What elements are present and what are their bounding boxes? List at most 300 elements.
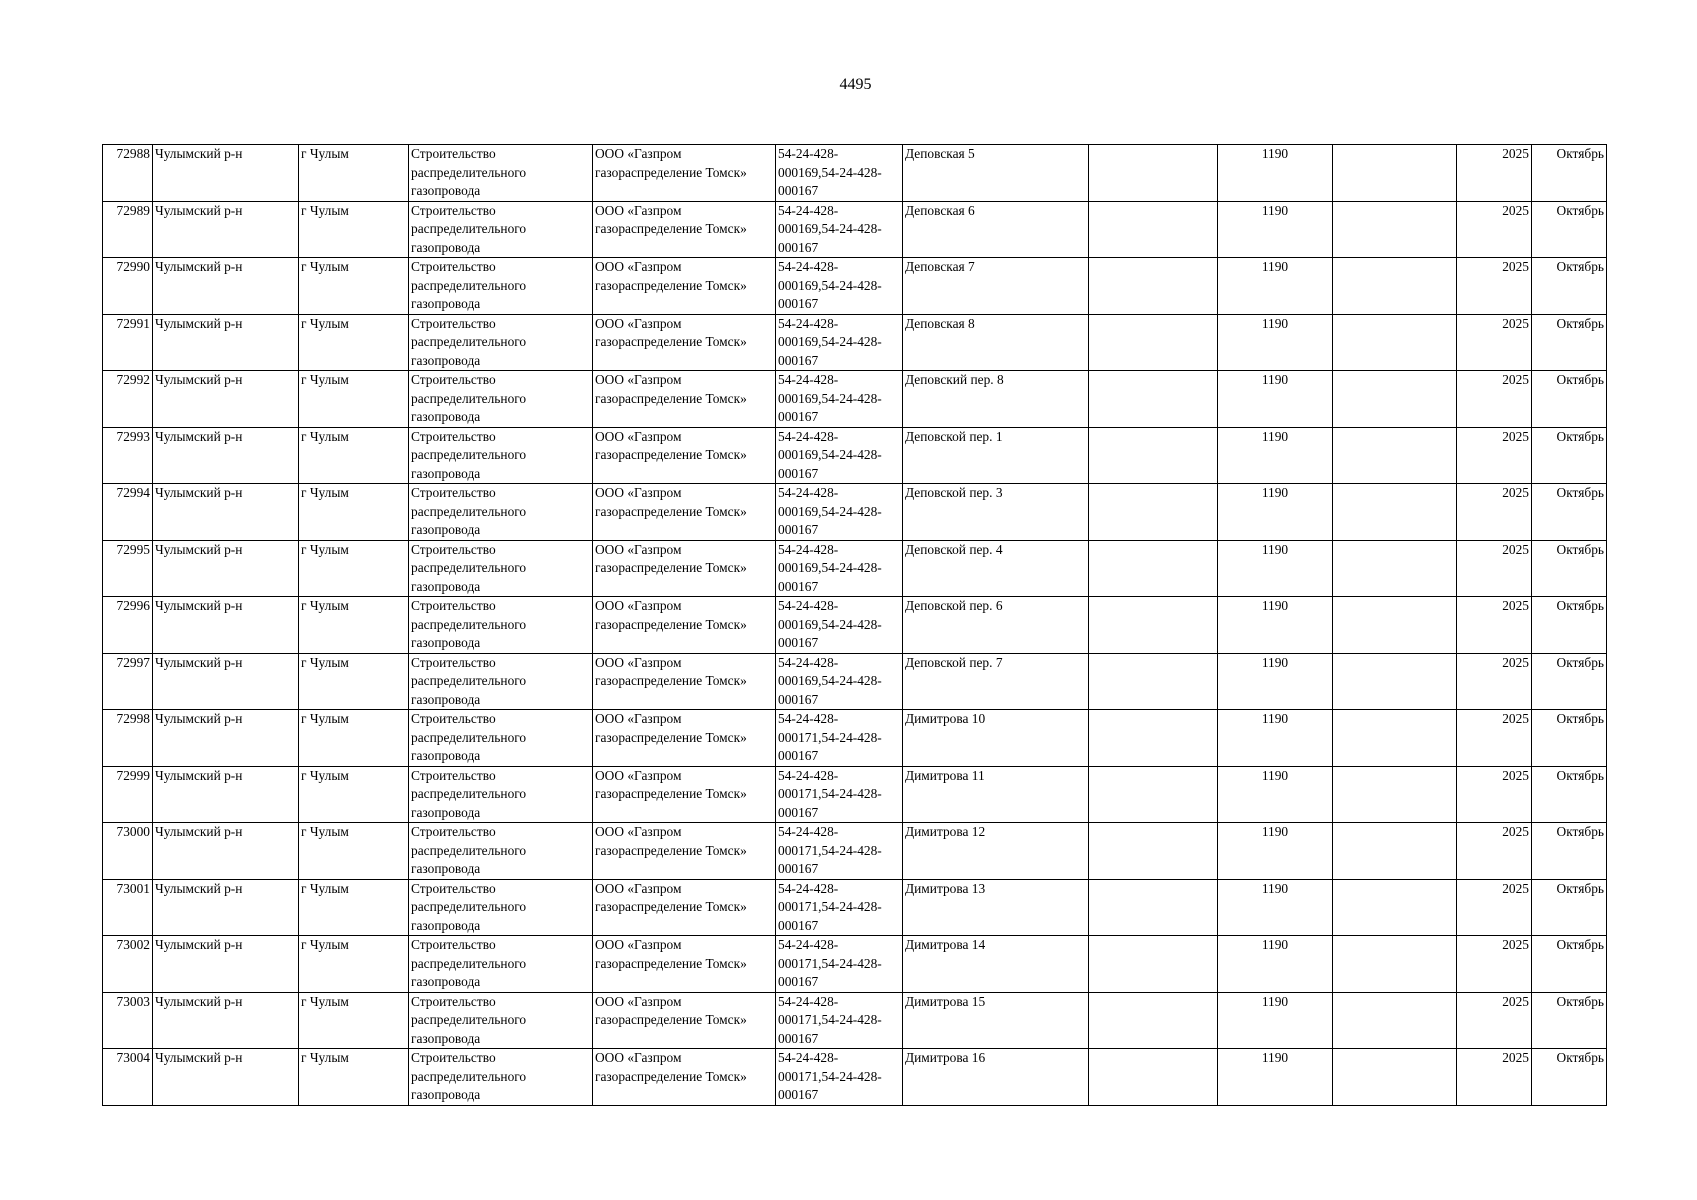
settlement-cell: г Чулым [299, 145, 409, 202]
empty-cell [1089, 540, 1218, 597]
table-row [103, 314, 1607, 371]
work-type-cell [409, 427, 593, 484]
address-cell: Деповская 8 [903, 314, 1089, 371]
row-number-cell: 72998 [103, 710, 153, 767]
work-type-line: распределительного [411, 786, 527, 801]
settlement-cell: г Чулым [299, 597, 409, 654]
cadastral-number-cell [776, 484, 903, 541]
length-cell: 1190 [1218, 201, 1333, 258]
year-cell: 2025 [1457, 936, 1532, 993]
length-cell: 1190 [1218, 371, 1333, 428]
row-number-cell: 72997 [103, 653, 153, 710]
year-cell: 2025 [1457, 1049, 1532, 1106]
address-cell: Димитрова 13 [903, 879, 1089, 936]
organization-cell [593, 427, 776, 484]
work-type-line: газопровода [411, 409, 481, 424]
cadastral-number-line: 000171,54-24-428- [778, 1068, 882, 1084]
organization-cell [593, 145, 776, 202]
address-cell: Деповская 6 [903, 201, 1089, 258]
year-cell: 2025 [1457, 823, 1532, 880]
month-cell: Октябрь [1532, 766, 1607, 823]
year-cell: 2025 [1457, 258, 1532, 315]
cadastral-number-line: 000169,54-24-428- [778, 164, 882, 180]
cadastral-number-line: 000171,54-24-428- [778, 842, 882, 858]
length-cell: 1190 [1218, 1049, 1333, 1106]
settlement-cell: г Чулым [299, 766, 409, 823]
work-type-line: распределительного [411, 673, 527, 688]
cadastral-number-line: 000167 [778, 296, 819, 311]
address-cell: Деповской пер. 6 [903, 597, 1089, 654]
organization-line: газораспределение Томск» [595, 1012, 747, 1027]
address-cell: Деповская 7 [903, 258, 1089, 315]
work-type-line: газопровода [411, 352, 481, 368]
empty-cell [1333, 484, 1457, 541]
row-number-cell: 72994 [103, 484, 153, 541]
table-row [103, 597, 1607, 654]
empty-cell [1333, 201, 1457, 258]
address-cell: Деповский пер. 8 [903, 371, 1089, 428]
settlement-cell: г Чулым [299, 314, 409, 371]
organization-line: газораспределение Томск» [595, 447, 747, 462]
empty-cell [1089, 597, 1218, 654]
cadastral-number-line: 000169,54-24-428- [778, 503, 882, 519]
organization-line: газораспределение Томск» [595, 560, 747, 575]
cadastral-number-cell [776, 936, 903, 993]
organization-cell [593, 823, 776, 880]
cadastral-number-line: 54-24-428- [778, 541, 839, 557]
length-cell: 1190 [1218, 653, 1333, 710]
organization-line: ООО «Газпром [595, 428, 682, 444]
address-cell: Димитрова 10 [903, 710, 1089, 767]
organization-cell [593, 258, 776, 315]
cadastral-number-line: 54-24-428- [778, 767, 839, 783]
work-type-line: газопровода [411, 296, 481, 311]
cadastral-number-line: 000171,54-24-428- [778, 1012, 882, 1027]
settlement-cell: г Чулым [299, 992, 409, 1049]
organization-cell [593, 653, 776, 710]
address-cell: Димитрова 14 [903, 936, 1089, 993]
district-cell: Чулымский р-н [153, 258, 299, 315]
empty-cell [1333, 540, 1457, 597]
cadastral-number-line: 000171,54-24-428- [778, 899, 882, 914]
length-cell: 1190 [1218, 710, 1333, 767]
organization-cell [593, 936, 776, 993]
district-cell: Чулымский р-н [153, 653, 299, 710]
empty-cell [1089, 710, 1218, 767]
length-cell: 1190 [1218, 145, 1333, 202]
organization-line: ООО «Газпром [595, 880, 682, 896]
month-cell: Октябрь [1532, 427, 1607, 484]
work-type-line: газопровода [411, 748, 481, 763]
organization-line: газораспределение Томск» [595, 729, 747, 745]
district-cell: Чулымский р-н [153, 992, 299, 1049]
organization-line: ООО «Газпром [595, 654, 682, 670]
cadastral-number-cell [776, 145, 903, 202]
cadastral-number-line: 54-24-428- [778, 146, 839, 161]
table-row [103, 258, 1607, 315]
month-cell: Октябрь [1532, 653, 1607, 710]
empty-cell [1333, 427, 1457, 484]
work-type-line: распределительного [411, 842, 527, 858]
empty-cell [1333, 145, 1457, 202]
month-cell: Октябрь [1532, 314, 1607, 371]
work-type-line: Строительство [411, 711, 496, 726]
work-type-line: Строительство [411, 767, 496, 783]
work-type-cell [409, 766, 593, 823]
year-cell: 2025 [1457, 427, 1532, 484]
address-cell: Деповской пер. 7 [903, 653, 1089, 710]
empty-cell [1089, 766, 1218, 823]
cadastral-number-line: 000169,54-24-428- [778, 560, 882, 575]
table-row [103, 145, 1607, 202]
organization-line: ООО «Газпром [595, 202, 682, 218]
empty-cell [1089, 258, 1218, 315]
cadastral-number-line: 000169,54-24-428- [778, 616, 882, 632]
organization-line: газораспределение Томск» [595, 786, 747, 801]
length-cell: 1190 [1218, 314, 1333, 371]
organization-line: газораспределение Томск» [595, 955, 747, 971]
work-type-line: распределительного [411, 277, 527, 293]
year-cell: 2025 [1457, 710, 1532, 767]
work-type-line: Строительство [411, 937, 496, 952]
cadastral-number-line: 000171,54-24-428- [778, 786, 882, 801]
empty-cell [1089, 427, 1218, 484]
work-type-line: распределительного [411, 729, 527, 745]
cadastral-number-cell [776, 1049, 903, 1106]
empty-cell [1089, 653, 1218, 710]
length-cell: 1190 [1218, 936, 1333, 993]
year-cell: 2025 [1457, 766, 1532, 823]
work-type-line: газопровода [411, 1030, 481, 1046]
organization-cell [593, 992, 776, 1049]
district-cell: Чулымский р-н [153, 823, 299, 880]
empty-cell [1333, 823, 1457, 880]
length-cell: 1190 [1218, 879, 1333, 936]
cadastral-number-cell [776, 653, 903, 710]
empty-cell [1333, 992, 1457, 1049]
work-type-cell [409, 653, 593, 710]
cadastral-number-line: 000167 [778, 409, 819, 424]
district-cell: Чулымский р-н [153, 879, 299, 936]
table-row [103, 540, 1607, 597]
table-row [103, 653, 1607, 710]
year-cell: 2025 [1457, 484, 1532, 541]
cadastral-number-cell [776, 766, 903, 823]
work-type-line: Строительство [411, 372, 496, 387]
cadastral-number-line: 000167 [778, 522, 819, 537]
organization-line: ООО «Газпром [595, 485, 682, 500]
month-cell: Октябрь [1532, 936, 1607, 993]
organization-line: ООО «Газпром [595, 711, 682, 726]
work-type-line: газопровода [411, 1087, 481, 1102]
cadastral-number-line: 000169,54-24-428- [778, 673, 882, 688]
organization-line: газораспределение Томск» [595, 899, 747, 914]
row-number-cell: 73002 [103, 936, 153, 993]
organization-cell [593, 314, 776, 371]
empty-cell [1333, 258, 1457, 315]
organization-line: ООО «Газпром [595, 146, 682, 161]
cadastral-number-line: 000167 [778, 183, 819, 198]
organization-line: ООО «Газпром [595, 259, 682, 274]
work-type-line: газопровода [411, 691, 481, 707]
work-type-line: распределительного [411, 899, 527, 914]
address-cell: Деповская 5 [903, 145, 1089, 202]
work-type-line: газопровода [411, 522, 481, 537]
work-type-line: распределительного [411, 560, 527, 575]
address-cell: Димитрова 16 [903, 1049, 1089, 1106]
empty-cell [1333, 766, 1457, 823]
settlement-cell: г Чулым [299, 371, 409, 428]
empty-cell [1333, 597, 1457, 654]
organization-line: газораспределение Томск» [595, 277, 747, 293]
settlement-cell: г Чулым [299, 201, 409, 258]
organization-cell [593, 201, 776, 258]
length-cell: 1190 [1218, 540, 1333, 597]
work-type-cell [409, 992, 593, 1049]
district-cell: Чулымский р-н [153, 540, 299, 597]
work-type-line: газопровода [411, 578, 481, 594]
district-cell: Чулымский р-н [153, 597, 299, 654]
organization-line: газораспределение Томск» [595, 390, 747, 406]
cadastral-number-cell [776, 597, 903, 654]
work-type-line: Строительство [411, 880, 496, 896]
organization-line: газораспределение Томск» [595, 616, 747, 632]
cadastral-number-line: 000169,54-24-428- [778, 447, 882, 462]
work-type-line: Строительство [411, 428, 496, 444]
empty-cell [1089, 145, 1218, 202]
cadastral-number-line: 000167 [778, 804, 819, 820]
settlement-cell: г Чулым [299, 710, 409, 767]
cadastral-number-cell [776, 540, 903, 597]
district-cell: Чулымский р-н [153, 371, 299, 428]
length-cell: 1190 [1218, 484, 1333, 541]
work-type-cell [409, 597, 593, 654]
length-cell: 1190 [1218, 992, 1333, 1049]
work-type-cell [409, 823, 593, 880]
empty-cell [1089, 484, 1218, 541]
row-number-cell: 72991 [103, 314, 153, 371]
address-cell: Деповской пер. 3 [903, 484, 1089, 541]
table-row [103, 879, 1607, 936]
settlement-cell: г Чулым [299, 936, 409, 993]
cadastral-number-cell [776, 258, 903, 315]
empty-cell [1333, 371, 1457, 428]
address-cell: Димитрова 15 [903, 992, 1089, 1049]
cadastral-number-line: 000167 [778, 691, 819, 707]
work-type-line: газопровода [411, 239, 481, 255]
row-number-cell: 73004 [103, 1049, 153, 1106]
work-type-line: Строительство [411, 1050, 496, 1065]
month-cell: Октябрь [1532, 710, 1607, 767]
work-type-cell [409, 1049, 593, 1106]
empty-cell [1333, 314, 1457, 371]
table-row [103, 710, 1607, 767]
month-cell: Октябрь [1532, 484, 1607, 541]
cadastral-number-line: 000171,54-24-428- [778, 729, 882, 745]
cadastral-number-line: 54-24-428- [778, 654, 839, 670]
table-row [103, 201, 1607, 258]
work-type-cell [409, 258, 593, 315]
table-row [103, 823, 1607, 880]
empty-cell [1333, 1049, 1457, 1106]
empty-cell [1089, 936, 1218, 993]
cadastral-number-line: 000167 [778, 578, 819, 594]
cadastral-number-line: 54-24-428- [778, 993, 839, 1009]
settlement-cell: г Чулым [299, 258, 409, 315]
length-cell: 1190 [1218, 258, 1333, 315]
row-number-cell: 72996 [103, 597, 153, 654]
row-number-cell: 72992 [103, 371, 153, 428]
row-number-cell: 73000 [103, 823, 153, 880]
work-type-line: распределительного [411, 334, 527, 349]
cadastral-number-cell [776, 371, 903, 428]
table-row [103, 371, 1607, 428]
table-row [103, 484, 1607, 541]
empty-cell [1333, 936, 1457, 993]
year-cell: 2025 [1457, 314, 1532, 371]
cadastral-number-line: 54-24-428- [778, 824, 839, 839]
row-number-cell: 72988 [103, 145, 153, 202]
cadastral-number-line: 000167 [778, 465, 819, 481]
year-cell: 2025 [1457, 201, 1532, 258]
length-cell: 1190 [1218, 766, 1333, 823]
district-cell: Чулымский р-н [153, 201, 299, 258]
organization-line: ООО «Газпром [595, 993, 682, 1009]
cadastral-number-line: 000169,54-24-428- [778, 277, 882, 293]
work-type-line: распределительного [411, 1012, 527, 1027]
organization-cell [593, 540, 776, 597]
length-cell: 1190 [1218, 427, 1333, 484]
month-cell: Октябрь [1532, 823, 1607, 880]
address-cell: Деповской пер. 1 [903, 427, 1089, 484]
empty-cell [1089, 201, 1218, 258]
organization-cell [593, 371, 776, 428]
work-type-line: Строительство [411, 315, 496, 331]
cadastral-number-cell [776, 992, 903, 1049]
empty-cell [1333, 653, 1457, 710]
organization-cell [593, 710, 776, 767]
organization-line: ООО «Газпром [595, 937, 682, 952]
month-cell: Октябрь [1532, 258, 1607, 315]
year-cell: 2025 [1457, 879, 1532, 936]
cadastral-number-line: 54-24-428- [778, 880, 839, 896]
work-type-cell [409, 879, 593, 936]
cadastral-number-cell [776, 823, 903, 880]
row-number-cell: 73003 [103, 992, 153, 1049]
work-type-line: газопровода [411, 465, 481, 481]
empty-cell [1089, 992, 1218, 1049]
district-cell: Чулымский р-н [153, 484, 299, 541]
cadastral-number-line: 000167 [778, 1087, 819, 1102]
row-number-cell: 72990 [103, 258, 153, 315]
organization-line: газораспределение Томск» [595, 673, 747, 688]
empty-cell [1089, 371, 1218, 428]
organization-line: ООО «Газпром [595, 598, 682, 613]
work-type-cell [409, 540, 593, 597]
work-type-line: газопровода [411, 635, 481, 650]
work-type-line: Строительство [411, 202, 496, 218]
work-type-line: Строительство [411, 824, 496, 839]
month-cell: Октябрь [1532, 371, 1607, 428]
cadastral-number-line: 000167 [778, 1030, 819, 1046]
organization-line: ООО «Газпром [595, 1050, 682, 1065]
organization-line: ООО «Газпром [595, 824, 682, 839]
month-cell: Октябрь [1532, 597, 1607, 654]
cadastral-number-line: 54-24-428- [778, 598, 839, 613]
work-type-line: газопровода [411, 974, 481, 989]
district-cell: Чулымский р-н [153, 936, 299, 993]
work-type-line: газопровода [411, 183, 481, 198]
work-type-line: распределительного [411, 1068, 527, 1084]
organization-line: ООО «Газпром [595, 372, 682, 387]
address-cell: Димитрова 11 [903, 766, 1089, 823]
organization-line: газораспределение Томск» [595, 164, 747, 180]
cadastral-number-line: 54-24-428- [778, 428, 839, 444]
work-type-line: Строительство [411, 598, 496, 613]
settlement-cell: г Чулым [299, 823, 409, 880]
organization-cell [593, 879, 776, 936]
work-type-line: газопровода [411, 917, 481, 933]
month-cell: Октябрь [1532, 992, 1607, 1049]
cadastral-number-line: 54-24-428- [778, 202, 839, 218]
work-type-cell [409, 145, 593, 202]
year-cell: 2025 [1457, 597, 1532, 654]
empty-cell [1089, 879, 1218, 936]
work-type-cell [409, 314, 593, 371]
row-number-cell: 72995 [103, 540, 153, 597]
cadastral-number-line: 000169,54-24-428- [778, 221, 882, 236]
month-cell: Октябрь [1532, 201, 1607, 258]
work-type-line: распределительного [411, 616, 527, 632]
organization-line: ООО «Газпром [595, 767, 682, 783]
address-cell: Деповской пер. 4 [903, 540, 1089, 597]
year-cell: 2025 [1457, 145, 1532, 202]
cadastral-number-line: 54-24-428- [778, 711, 839, 726]
work-type-line: Строительство [411, 541, 496, 557]
work-type-line: Строительство [411, 654, 496, 670]
empty-cell [1089, 314, 1218, 371]
organization-line: газораспределение Томск» [595, 503, 747, 519]
cadastral-number-line: 54-24-428- [778, 372, 839, 387]
cadastral-number-cell [776, 314, 903, 371]
cadastral-number-line: 000167 [778, 352, 819, 368]
table-row [103, 992, 1607, 1049]
cadastral-number-line: 54-24-428- [778, 485, 839, 500]
work-type-line: Строительство [411, 993, 496, 1009]
year-cell: 2025 [1457, 992, 1532, 1049]
work-type-line: распределительного [411, 955, 527, 971]
cadastral-number-line: 54-24-428- [778, 315, 839, 331]
district-cell: Чулымский р-н [153, 1049, 299, 1106]
cadastral-number-line: 000169,54-24-428- [778, 334, 882, 349]
settlement-cell: г Чулым [299, 653, 409, 710]
cadastral-number-line: 000169,54-24-428- [778, 390, 882, 406]
district-cell: Чулымский р-н [153, 145, 299, 202]
settlement-cell: г Чулым [299, 1049, 409, 1106]
table-row [103, 936, 1607, 993]
cadastral-number-line: 000171,54-24-428- [778, 955, 882, 971]
organization-line: газораспределение Томск» [595, 334, 747, 349]
cadastral-number-cell [776, 201, 903, 258]
cadastral-number-line: 000167 [778, 861, 819, 876]
work-type-line: газопровода [411, 804, 481, 820]
row-number-cell: 72999 [103, 766, 153, 823]
work-type-line: Строительство [411, 146, 496, 161]
work-type-line: распределительного [411, 503, 527, 519]
organization-cell [593, 766, 776, 823]
month-cell: Октябрь [1532, 1049, 1607, 1106]
work-type-cell [409, 201, 593, 258]
